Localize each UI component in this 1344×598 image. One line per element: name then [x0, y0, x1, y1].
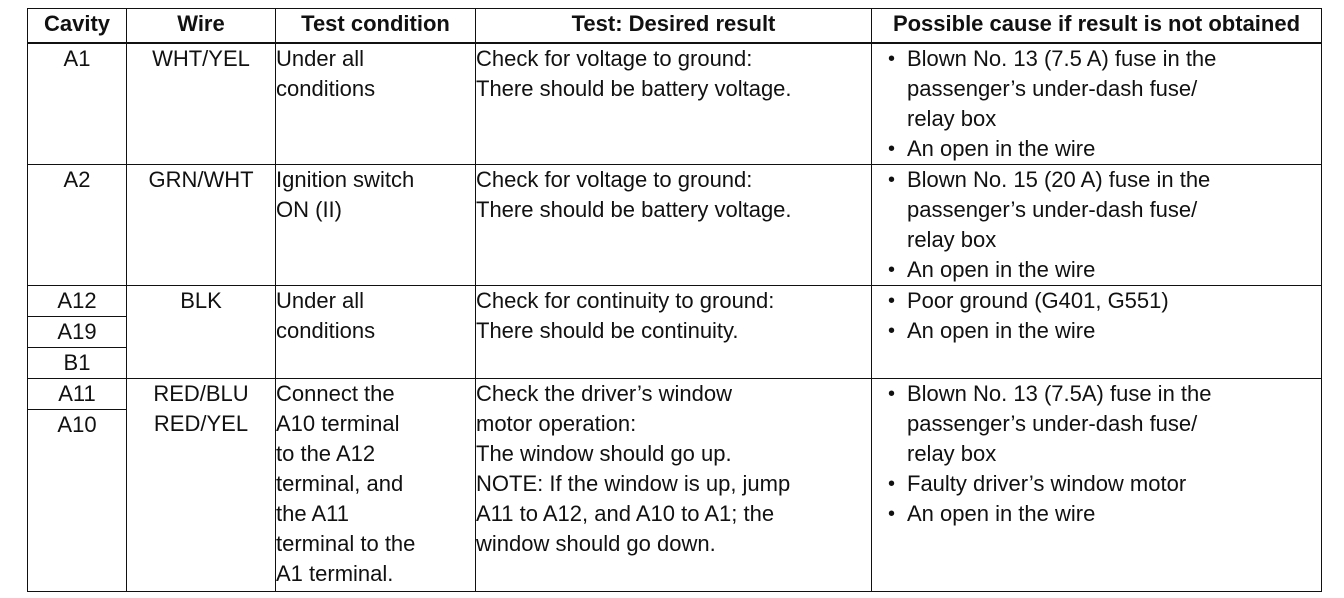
- table-header-row: [28, 9, 1322, 43]
- condition-cell: Under all conditions: [276, 43, 476, 165]
- cause-list: [872, 165, 1321, 285]
- result-cell: Check for voltage to ground: There should be battery voltage.: [476, 43, 872, 165]
- cause-item: • An open in the wire: [886, 255, 1321, 285]
- cavity-cell: A1: [28, 43, 127, 165]
- cause-item: • An open in the wire: [886, 499, 1321, 529]
- result-cell: Check for continuity to ground: There should be continuity.: [476, 285, 872, 378]
- wire-cell: BLK: [127, 285, 276, 378]
- condition-cell: Connect the A10 terminal to the A12 terminal, and the A11 terminal to the A1 terminal.: [276, 378, 476, 591]
- table-row: [28, 43, 1322, 165]
- cause-item: • Faulty driver’s window motor: [886, 469, 1321, 499]
- wire-cell: WHT/YEL: [127, 43, 276, 165]
- table-row: [28, 378, 1322, 409]
- cavity-cell: A12: [28, 285, 127, 316]
- cause-item: • Poor ground (G401, G551): [886, 286, 1321, 316]
- condition-cell: Ignition switch ON (II): [276, 164, 476, 285]
- result-cell: Check the driver’s window motor operation: The window should go up. NOTE: If the window is up, jump A11 to A12, and A10 to A1; the window should go down.: [476, 378, 872, 591]
- cause-cell: [872, 43, 1322, 165]
- cause-item: • Blown No. 15 (20 A) fuse in the passenger’s under-dash fuse/ relay box: [886, 165, 1321, 255]
- wire-cell: RED/BLU: [127, 378, 276, 409]
- cause-list: [872, 379, 1321, 529]
- header-cavity: Cavity: [28, 9, 127, 43]
- header-test-condition: Test condition: [276, 9, 476, 43]
- cause-item: • An open in the wire: [886, 134, 1321, 164]
- table-row: [28, 164, 1322, 285]
- cavity-cell: A11: [28, 378, 127, 409]
- header-wire: Wire: [127, 9, 276, 43]
- cause-cell: [872, 164, 1322, 285]
- cause-cell: [872, 378, 1322, 591]
- cavity-cell: A10: [28, 409, 127, 591]
- cavity-cell: A2: [28, 164, 127, 285]
- result-cell: Check for voltage to ground: There should be battery voltage.: [476, 164, 872, 285]
- cause-item: • Blown No. 13 (7.5A) fuse in the passenger’s under-dash fuse/ relay box: [886, 379, 1321, 469]
- cavity-cell: A19: [28, 316, 127, 347]
- wiring-test-table: [27, 8, 1322, 592]
- header-desired-result: Test: Desired result: [476, 9, 872, 43]
- condition-cell: Under all conditions: [276, 285, 476, 378]
- cause-item: • An open in the wire: [886, 316, 1321, 346]
- cause-list: [872, 286, 1321, 346]
- header-possible-cause: Possible cause if result is not obtained: [872, 9, 1322, 43]
- wire-cell: RED/YEL: [127, 409, 276, 591]
- table-row: [28, 285, 1322, 316]
- cause-list: [872, 44, 1321, 164]
- cause-cell: [872, 285, 1322, 378]
- cause-item: • Blown No. 13 (7.5 A) fuse in the passenger’s under-dash fuse/ relay box: [886, 44, 1321, 134]
- wire-cell: GRN/WHT: [127, 164, 276, 285]
- cavity-cell: B1: [28, 347, 127, 378]
